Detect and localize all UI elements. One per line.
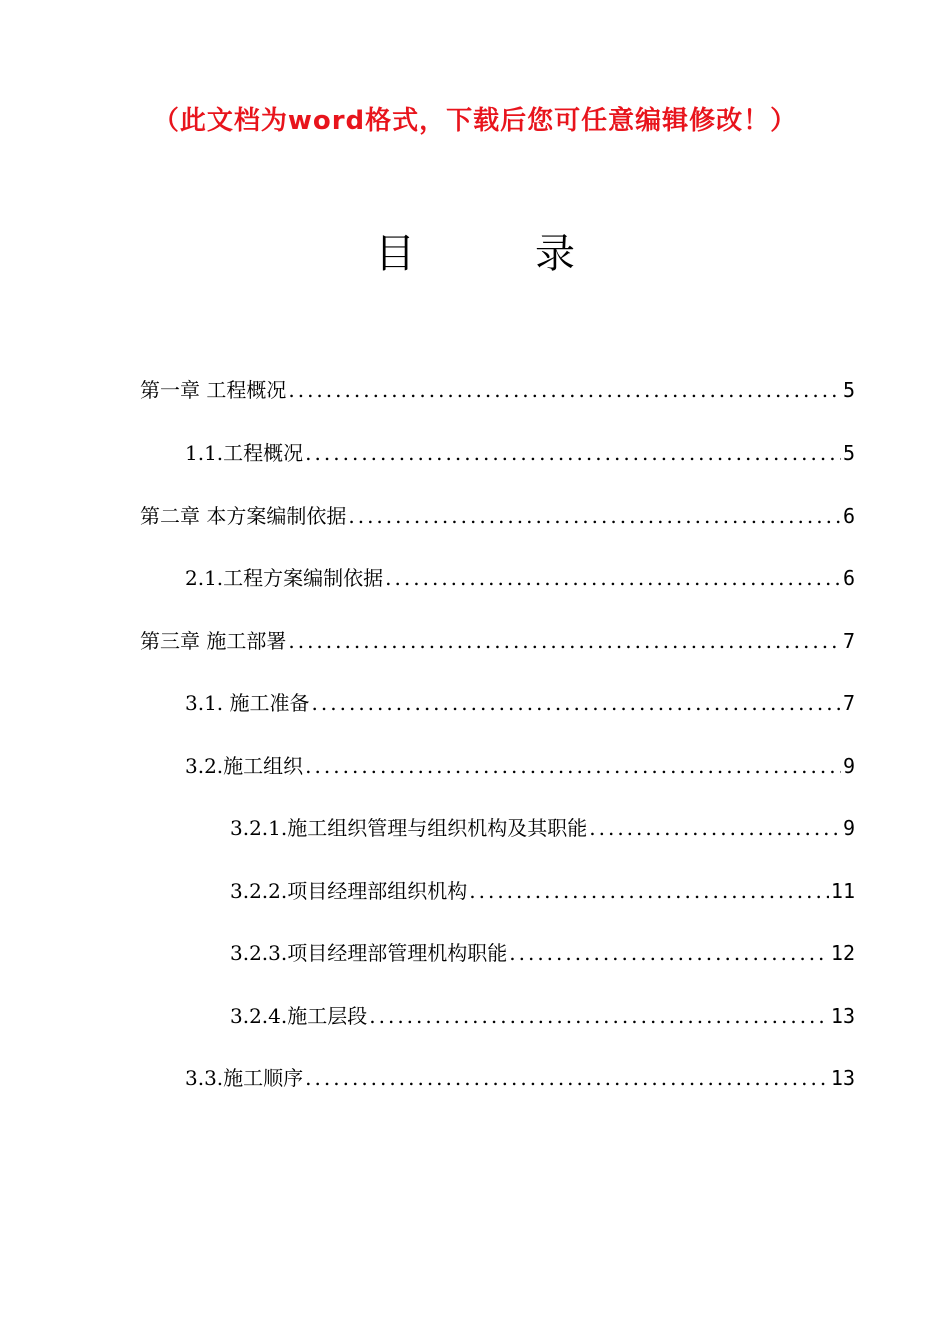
toc-entry-page: 5 [842, 441, 855, 465]
toc-entry-text: 3.3.施工顺序 [185, 1066, 304, 1090]
toc-leader-dots [589, 810, 841, 846]
toc-entry-text: 3.2.施工组织 [185, 754, 304, 778]
toc-title: 目 录 [375, 231, 615, 277]
toc-entry-page: 7 [842, 691, 855, 715]
toc-entry[interactable] [230, 935, 855, 971]
editable-notice: （此文档为word格式，下载后您可任意编辑修改！） [152, 106, 798, 136]
toc-entry-page: 9 [842, 816, 855, 840]
toc-leader-dots [288, 623, 841, 659]
toc-leader-dots [469, 873, 829, 909]
toc-entry-text: 3.1. 施工准备 [185, 691, 310, 715]
toc-leader-dots [288, 372, 841, 408]
toc-leader-dots [305, 748, 841, 784]
toc-entry[interactable] [185, 435, 855, 471]
toc-entry-page: 7 [842, 629, 855, 653]
toc-leader-dots [305, 435, 841, 471]
toc-entry-page: 6 [842, 504, 855, 528]
toc-entry[interactable] [140, 372, 855, 408]
toc-entry-page: 13 [830, 1004, 855, 1028]
toc-entry-text: 第二章 本方案编制依据 [140, 504, 347, 528]
toc-entry[interactable] [185, 685, 855, 721]
toc-entry[interactable] [230, 998, 855, 1034]
toc-entry-page: 6 [842, 566, 855, 590]
toc-entry-page: 5 [842, 378, 855, 402]
toc-leader-dots [305, 1060, 829, 1096]
toc-entry[interactable] [185, 1060, 855, 1096]
toc-entry-page: 13 [830, 1066, 855, 1090]
toc-entry[interactable] [185, 748, 855, 784]
toc-leader-dots [348, 498, 841, 534]
toc-entry[interactable] [230, 810, 855, 846]
toc-entry-text: 2.1.工程方案编制依据 [185, 566, 384, 590]
toc-leader-dots [509, 935, 829, 971]
toc-entry-text: 3.2.1.施工组织管理与组织机构及其职能 [230, 816, 588, 840]
toc-entry-page: 12 [830, 941, 855, 965]
toc-entry-text: 3.2.2.项目经理部组织机构 [230, 879, 468, 903]
toc-leader-dots [369, 998, 829, 1034]
toc-leader-dots [312, 685, 841, 721]
toc-entry[interactable] [185, 560, 855, 596]
toc-entry-text: 3.2.4.施工层段 [230, 1004, 368, 1028]
toc-entry-page: 11 [830, 879, 855, 903]
toc-entry[interactable] [230, 873, 855, 909]
toc-leader-dots [385, 560, 841, 596]
toc-entry[interactable] [140, 498, 855, 534]
toc-entry[interactable] [140, 623, 855, 659]
toc-entry-text: 第一章 工程概况 [140, 378, 287, 402]
toc-entry-page: 9 [842, 754, 855, 778]
toc-entry-text: 3.2.3.项目经理部管理机构职能 [230, 941, 508, 965]
toc-entry-text: 第三章 施工部署 [140, 629, 287, 653]
toc-entry-text: 1.1.工程概况 [185, 441, 304, 465]
